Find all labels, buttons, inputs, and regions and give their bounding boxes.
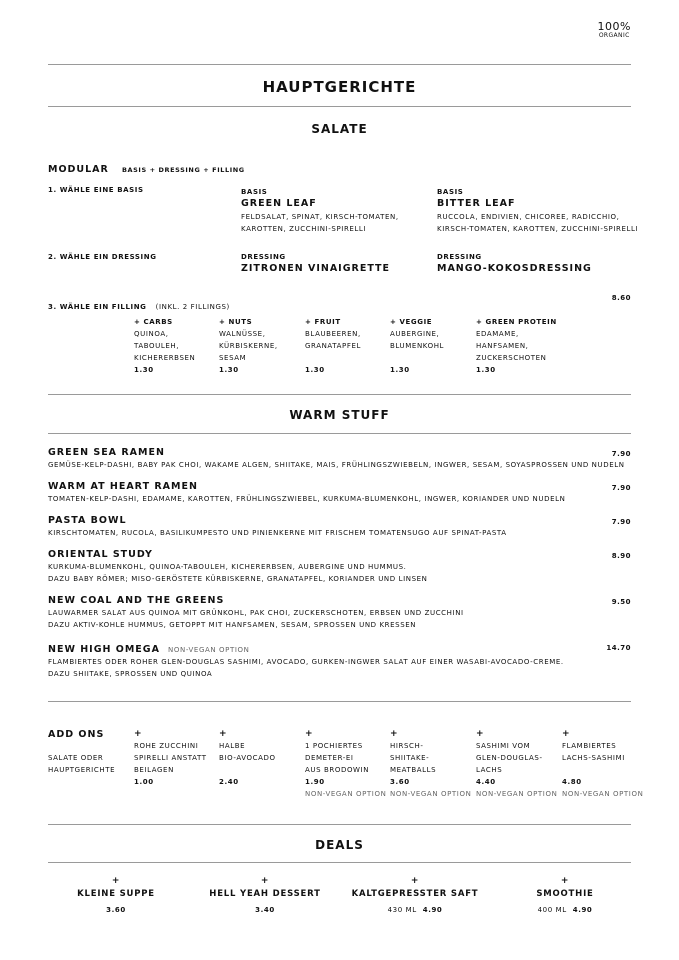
deal-price: 4.90 — [572, 906, 593, 914]
modular-formula: BASIS + DRESSING + FILLING — [121, 166, 245, 174]
addon-line: LACHS — [476, 766, 503, 774]
filling-line: KICHERERBSEN — [134, 354, 196, 362]
step-1-label: 1. WÄHLE EINE BASIS — [48, 186, 144, 194]
addon-line: SHIITAKE- — [390, 754, 430, 762]
basis-desc-line: KIRSCH-TOMATEN, KAROTTEN, ZUCCHINI-SPIRELLI — [437, 225, 639, 233]
plus-icon: + — [219, 729, 228, 739]
addon-line: MEATBALLS — [390, 766, 437, 774]
logo-organic: ORGANIC — [598, 32, 630, 39]
addon-line: AUS BRODOWIN — [305, 766, 370, 774]
step-3-row — [48, 294, 230, 313]
filling-price: 1.30 — [305, 366, 325, 374]
filling-price: 1.30 — [476, 366, 496, 374]
modular-label: MODULAR — [48, 164, 109, 175]
menu-item-name: PASTA BOWL — [48, 515, 127, 526]
addon-line: DEMETER-EI — [305, 754, 354, 762]
filling-line: KÜRBISKERNE, — [219, 342, 278, 350]
section-title-salate: SALATE — [311, 122, 368, 136]
dressing-mango — [437, 252, 592, 276]
deal-size: 400 ML — [537, 906, 567, 914]
addon-line: BEILAGEN — [134, 766, 174, 774]
deal-item — [56, 875, 176, 916]
addon-price: 4.40 — [476, 778, 496, 786]
filling-price: 8.60 — [611, 294, 631, 302]
plus-icon: + — [560, 876, 570, 886]
menu-item-desc: KURKUMA-BLUMENKOHL, QUINOA-TABOULEH, KICHERERBSEN, AUBERGINE UND HUMMUS. — [48, 563, 407, 571]
filling-veggie — [390, 316, 444, 376]
basis-bitter-leaf — [437, 187, 638, 235]
menu-item-name: NEW HIGH OMEGA — [48, 644, 160, 655]
non-vegan-tag: NON-VEGAN OPTION — [390, 790, 472, 798]
plus-icon: + — [134, 729, 143, 739]
menu-item-desc: DAZU AKTIV-KOHLE HUMMUS, GETOPPT MIT HANFSAMEN, SESAM, SPROSSEN UND KRESSEN — [48, 621, 417, 629]
filling-line: WALNÜSSE, — [219, 330, 266, 338]
filling-nuts — [219, 316, 278, 376]
plus-icon: + — [476, 729, 485, 739]
plus-icon: + — [305, 729, 314, 739]
menu-item-price: 7.90 — [611, 484, 631, 492]
addon-line — [562, 764, 643, 776]
plus-icon: + — [562, 729, 571, 739]
plus-icon: + — [111, 876, 121, 886]
addon-line: BIO-AVOCADO — [219, 754, 276, 762]
divider — [48, 394, 631, 395]
basis-name: BITTER LEAF — [437, 198, 516, 209]
filling-carbs — [134, 316, 195, 376]
plus-icon: + — [260, 876, 270, 886]
deal-item — [195, 875, 335, 916]
dressing-name: MANGO-KOKOSDRESSING — [437, 263, 592, 274]
section-title-warm: WARM STUFF — [289, 408, 390, 422]
filling-name: + NUTS — [219, 318, 253, 326]
filling-line: BLAUBEEREN, — [305, 330, 361, 338]
addons-subtitle: SALATE ODER — [48, 754, 104, 762]
addon-item — [390, 728, 471, 800]
addon-line: SPIRELLI ANSTATT — [134, 754, 207, 762]
deal-item — [510, 875, 620, 916]
menu-item — [48, 595, 464, 631]
basis-name: GREEN LEAF — [241, 198, 317, 209]
dressing-name: ZITRONEN VINAIGRETTE — [241, 263, 390, 274]
filling-price: 1.30 — [134, 366, 154, 374]
filling-line: SESAM — [219, 354, 247, 362]
filling-line: HANFSAMEN, — [476, 342, 529, 350]
basis-desc-line: RUCCOLA, ENDIVIEN, CHICOREE, RADICCHIO, — [437, 213, 620, 221]
filling-fruit — [305, 316, 361, 376]
menu-item-name: NEW COAL AND THE GREENS — [48, 595, 225, 606]
menu-item-desc: GEMÜSE-KELP-DASHI, BABY PAK CHOI, WAKAME ALGEN, SHIITAKE, MAIS, FRÜHLINGSZWIEBELN, INGWER, SESAM, SOYASPROSSEN UND NUDELN — [48, 461, 625, 469]
menu-item — [48, 549, 427, 585]
addon-item — [305, 728, 386, 800]
menu-item-name: GREEN SEA RAMEN — [48, 447, 165, 458]
addon-line: LACHS-SASHIMI — [562, 754, 625, 762]
divider — [48, 701, 631, 702]
menu-item-price: 14.70 — [606, 644, 631, 652]
page-title: HAUPTGERICHTE — [262, 78, 417, 96]
menu-item-price: 7.90 — [611, 518, 631, 526]
dressing-label: DRESSING — [241, 253, 286, 261]
filling-line: TABOULEH, — [134, 342, 180, 350]
non-vegan-tag: NON-VEGAN OPTION — [562, 790, 644, 798]
addon-item — [476, 728, 557, 800]
filling-name: + VEGGIE — [390, 318, 433, 326]
menu-item-desc: KIRSCHTOMATEN, RUCOLA, BASILIKUMPESTO UND PINIENKERNE MIT FRISCHEM TOMATENSUGO AUF SPINAT-PASTA — [48, 529, 507, 537]
basis-desc-line: KAROTTEN, ZUCCHINI-SPIRELLI — [241, 225, 367, 233]
dressing-zitronen — [241, 252, 390, 276]
basis-label: BASIS — [437, 188, 464, 196]
menu-item — [48, 481, 565, 505]
step-2-label: 2. WÄHLE EIN DRESSING — [48, 253, 157, 261]
addon-line: FLAMBIERTES — [562, 742, 617, 750]
filling-line: EDAMAME, — [476, 330, 519, 338]
addon-item — [134, 728, 207, 788]
filling-price: 1.30 — [390, 366, 410, 374]
menu-item — [48, 447, 625, 471]
deal-name: KALTGEPRESSTER SAFT — [351, 889, 479, 899]
menu-item — [48, 515, 507, 539]
divider — [48, 106, 631, 107]
addon-line: HIRSCH- — [390, 742, 424, 750]
addon-price: 4.80 — [562, 778, 582, 786]
step-3-note: (INKL. 2 FILLINGS) — [155, 303, 230, 311]
menu-item — [48, 641, 564, 680]
addons-header — [48, 728, 115, 776]
addon-line: ROHE ZUCCHINI — [134, 742, 199, 750]
deal-size: 430 ML — [387, 906, 417, 914]
deal-price: 4.90 — [422, 906, 443, 914]
divider — [48, 862, 631, 863]
addon-line — [219, 764, 276, 776]
divider — [48, 824, 631, 825]
deal-item — [345, 875, 485, 916]
deal-name: SMOOTHIE — [536, 889, 594, 899]
plus-icon: + — [410, 876, 420, 886]
filling-line — [305, 352, 361, 364]
filling-green-protein — [476, 316, 557, 376]
organic-logo — [598, 22, 631, 40]
logo-percent: 100% — [597, 20, 631, 33]
menu-item-price: 9.50 — [611, 598, 631, 606]
addons-subtitle: HAUPTGERICHTE — [48, 766, 116, 774]
deal-name: KLEINE SUPPE — [77, 889, 155, 899]
addon-item — [219, 728, 276, 788]
addon-price: 1.00 — [134, 778, 154, 786]
plus-icon: + — [390, 729, 399, 739]
modular-row — [48, 157, 245, 176]
non-vegan-tag: NON-VEGAN OPTION — [168, 646, 250, 654]
addons-title: ADD ONS — [48, 729, 105, 740]
menu-item-title-row — [48, 641, 564, 656]
deal-name: HELL YEAH DESSERT — [209, 889, 321, 899]
basis-label: BASIS — [241, 188, 268, 196]
filling-line: GRANATAPFEL — [305, 342, 361, 350]
deal-price: 3.60 — [106, 906, 126, 914]
filling-name: + GREEN PROTEIN — [476, 318, 557, 326]
non-vegan-tag: NON-VEGAN OPTION — [476, 790, 558, 798]
menu-item-price: 8.90 — [611, 552, 631, 560]
menu-item-name: ORIENTAL STUDY — [48, 549, 153, 560]
menu-item-desc: DAZU BABY RÖMER; MISO-GERÖSTETE KÜRBISKERNE, GRANATAPFEL, KORIANDER UND LINSEN — [48, 575, 428, 583]
filling-line: BLUMENKOHL — [390, 342, 445, 350]
addon-line: HALBE — [219, 742, 246, 750]
filling-line: ZUCKERSCHOTEN — [476, 354, 547, 362]
menu-item-desc: DAZU SHIITAKE, SPROSSEN UND QUINOA — [48, 670, 213, 678]
deal-price: 3.40 — [255, 906, 275, 914]
addon-price: 1.90 — [305, 778, 325, 786]
filling-name: + FRUIT — [305, 318, 341, 326]
filling-line — [390, 352, 444, 364]
divider — [48, 433, 631, 434]
menu-item-name: WARM AT HEART RAMEN — [48, 481, 198, 492]
menu-item-price: 7.90 — [611, 450, 631, 458]
addon-line: SASHIMI VOM — [476, 742, 531, 750]
menu-item-desc: TOMATEN-KELP-DASHI, EDAMAME, KAROTTEN, FRÜHLINGSZWIEBEL, KURKUMA-BLUMENKOHL, INGWER, KORIANDER UND NUDELN — [48, 495, 566, 503]
dressing-label: DRESSING — [437, 253, 482, 261]
addon-price: 2.40 — [219, 778, 239, 786]
basis-green-leaf — [241, 187, 399, 235]
basis-desc-line: FELDSALAT, SPINAT, KIRSCH-TOMATEN, — [241, 213, 399, 221]
menu-item-desc: LAUWARMER SALAT AUS QUINOA MIT GRÜNKOHL, PAK CHOI, ZUCKERSCHOTEN, ERBSEN UND ZUCCHINI — [48, 609, 464, 617]
filling-name: + CARBS — [134, 318, 173, 326]
addon-line: 1 POCHIERTES — [305, 742, 363, 750]
step-3-label: 3. WÄHLE EIN FILLING — [48, 303, 147, 311]
menu-item-desc: FLAMBIERTES ODER ROHER GLEN-DOUGLAS SASHIMI, AVOCADO, GURKEN-INGWER SALAT AUF EINER WASABI-AVOCADO-CREME. — [48, 658, 564, 666]
addon-item — [562, 728, 643, 800]
addon-price: 3.60 — [390, 778, 410, 786]
divider — [48, 64, 631, 65]
section-title-deals: DEALS — [315, 838, 364, 852]
filling-line: QUINOA, — [134, 330, 169, 338]
filling-line: AUBERGINE, — [390, 330, 440, 338]
non-vegan-tag: NON-VEGAN OPTION — [305, 790, 387, 798]
filling-price: 1.30 — [219, 366, 239, 374]
addon-line: GLEN-DOUGLAS- — [476, 754, 543, 762]
